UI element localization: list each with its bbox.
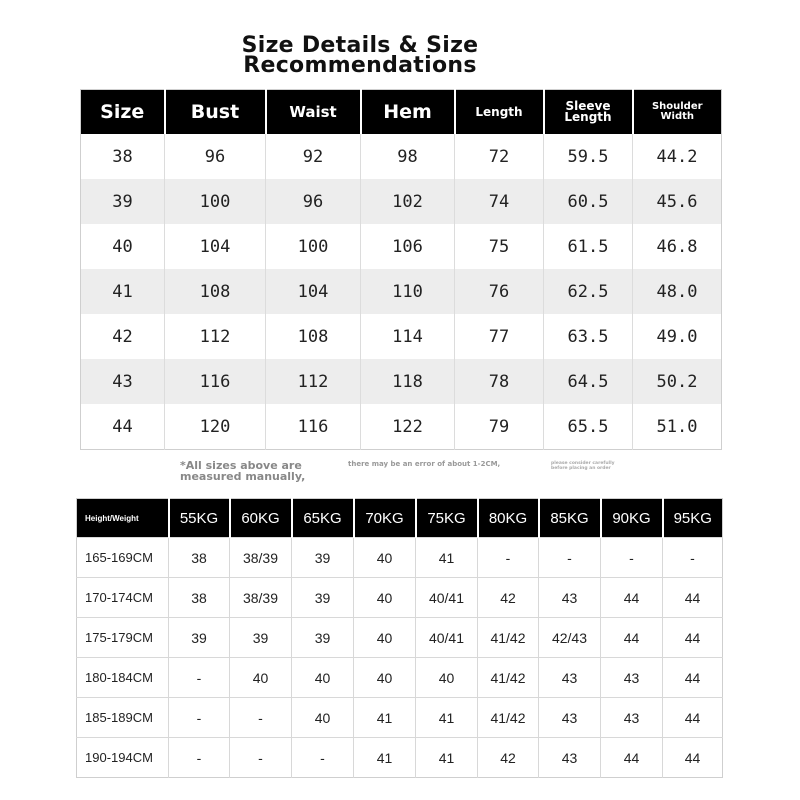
table-cell: - xyxy=(601,538,663,578)
table-cell: 112 xyxy=(266,359,361,404)
table-row xyxy=(77,698,723,738)
table-cell: 59.5 xyxy=(544,134,633,179)
header-hem: Hem xyxy=(361,90,455,135)
table-cell: 44 xyxy=(81,404,165,450)
table-cell: 72 xyxy=(455,134,544,179)
header-waist: Waist xyxy=(266,90,361,135)
table-cell: 42 xyxy=(478,578,539,618)
header-weight: 80KG xyxy=(478,499,539,538)
table-cell: 41 xyxy=(354,698,416,738)
table-cell: 108 xyxy=(266,314,361,359)
table-cell: 43 xyxy=(539,658,601,698)
table-row xyxy=(77,538,723,578)
table-cell: 118 xyxy=(361,359,455,404)
table-cell: 62.5 xyxy=(544,269,633,314)
table-cell: 42/43 xyxy=(539,618,601,658)
table-cell: 43 xyxy=(601,698,663,738)
table-cell: 39 xyxy=(292,578,354,618)
height-label: 170-174CM xyxy=(77,578,169,618)
table-cell: 40 xyxy=(354,538,416,578)
table-row xyxy=(81,314,722,359)
header-weight: 55KG xyxy=(169,499,230,538)
size-table-header-row xyxy=(81,90,722,135)
height-weight-table xyxy=(76,498,723,778)
table-cell: 43 xyxy=(539,698,601,738)
header-weight: 95KG xyxy=(663,499,723,538)
title-line-2: Recommendations xyxy=(243,53,477,78)
table-cell: 77 xyxy=(455,314,544,359)
height-label: 190-194CM xyxy=(77,738,169,778)
table-cell: 42 xyxy=(478,738,539,778)
header-weight: 85KG xyxy=(539,499,601,538)
table-cell: 50.2 xyxy=(633,359,722,404)
table-cell: 38/39 xyxy=(230,538,292,578)
height-label: 180-184CM xyxy=(77,658,169,698)
header-weight: 60KG xyxy=(230,499,292,538)
table-cell: 79 xyxy=(455,404,544,450)
table-cell: 78 xyxy=(455,359,544,404)
table-row xyxy=(77,618,723,658)
table-row xyxy=(81,269,722,314)
table-row xyxy=(81,404,722,450)
table-cell: 76 xyxy=(455,269,544,314)
header-weight: 75KG xyxy=(416,499,478,538)
table-cell: 43 xyxy=(539,578,601,618)
height-label: 165-169CM xyxy=(77,538,169,578)
table-cell: - xyxy=(230,738,292,778)
table-cell: 41 xyxy=(416,538,478,578)
height-label: 175-179CM xyxy=(77,618,169,658)
table-row xyxy=(77,578,723,618)
size-details-table xyxy=(80,89,722,450)
header-weight: 90KG xyxy=(601,499,663,538)
table-cell: 40 xyxy=(416,658,478,698)
table-cell: 44.2 xyxy=(656,146,698,167)
table-cell: 38 xyxy=(169,578,230,618)
table-cell: - xyxy=(169,698,230,738)
table-cell: 43 xyxy=(81,359,165,404)
table-cell: 44 xyxy=(663,578,723,618)
table-cell: 102 xyxy=(361,179,455,224)
table-cell: 39 xyxy=(230,618,292,658)
table-cell: 120 xyxy=(165,404,266,450)
table-cell: 75 xyxy=(455,224,544,269)
table-cell: 61.5 xyxy=(544,224,633,269)
table-cell: - xyxy=(230,698,292,738)
table-cell: 112 xyxy=(165,314,266,359)
table-cell: 100 xyxy=(165,179,266,224)
header-shoulder-width: Shoulder Width xyxy=(633,90,722,135)
table-cell: 44 xyxy=(601,738,663,778)
hw-table-header-row xyxy=(77,499,723,538)
table-cell: 110 xyxy=(361,269,455,314)
table-cell: 44 xyxy=(663,618,723,658)
table-cell: 74 xyxy=(455,179,544,224)
table-cell: 104 xyxy=(266,269,361,314)
table-cell: 44 xyxy=(663,738,723,778)
table-cell: 40 xyxy=(354,658,416,698)
table-cell: 41/42 xyxy=(478,618,539,658)
height-label: 185-189CM xyxy=(77,698,169,738)
table-cell: 44 xyxy=(663,698,723,738)
table-cell: 41/42 xyxy=(478,698,539,738)
table-cell: 60.5 xyxy=(544,179,633,224)
table-cell: 39 xyxy=(169,618,230,658)
table-cell: 41 xyxy=(81,269,165,314)
header-weight: 70KG xyxy=(354,499,416,538)
table-cell: 40 xyxy=(230,658,292,698)
table-cell: 40 xyxy=(354,578,416,618)
table-cell: 40/41 xyxy=(416,618,478,658)
table-cell: - xyxy=(169,738,230,778)
table-row xyxy=(81,134,722,179)
table-cell: 38 xyxy=(81,134,165,179)
header-height-weight: Height/Weight xyxy=(77,499,169,538)
table-cell: 51.0 xyxy=(656,416,698,437)
table-cell: 40 xyxy=(81,224,165,269)
table-cell: 44 xyxy=(601,618,663,658)
table-cell: 41 xyxy=(416,698,478,738)
table-cell: 64.5 xyxy=(544,359,633,404)
note-error-margin: there may be an error of about 1-2CM, xyxy=(348,460,501,468)
table-cell: 46.8 xyxy=(656,236,698,257)
table-cell: 100 xyxy=(266,224,361,269)
table-cell: 116 xyxy=(266,404,361,450)
table-cell: 106 xyxy=(361,224,455,269)
header-size: Size xyxy=(81,90,165,135)
table-cell: 41/42 xyxy=(478,658,539,698)
table-cell: 96 xyxy=(266,179,361,224)
table-cell: 44 xyxy=(663,658,723,698)
table-cell: 43 xyxy=(539,738,601,778)
table-cell: - xyxy=(663,538,723,578)
table-cell: 39 xyxy=(81,179,165,224)
table-cell: 92 xyxy=(266,134,361,179)
header-length: Length xyxy=(455,90,544,135)
table-cell: - xyxy=(292,738,354,778)
table-cell: 45.6 xyxy=(633,179,722,224)
header-bust: Bust xyxy=(165,90,266,135)
table-cell: 49.0 xyxy=(656,326,698,347)
table-row xyxy=(81,179,722,224)
table-cell: 40 xyxy=(292,658,354,698)
table-row xyxy=(77,658,723,698)
table-cell: - xyxy=(478,538,539,578)
table-row xyxy=(81,359,722,404)
table-cell: 108 xyxy=(165,269,266,314)
note-consider-carefully: please consider carefully before placing an order xyxy=(551,461,615,471)
table-row xyxy=(77,738,723,778)
table-cell: - xyxy=(169,658,230,698)
table-cell: 104 xyxy=(165,224,266,269)
table-cell: 40 xyxy=(292,698,354,738)
table-cell: - xyxy=(539,538,601,578)
table-cell: 63.5 xyxy=(544,314,633,359)
title-line-1: Size Details & Size xyxy=(241,33,479,58)
table-cell: 65.5 xyxy=(544,404,633,450)
table-cell: 96 xyxy=(165,134,266,179)
table-cell: 39 xyxy=(292,538,354,578)
table-cell: 40 xyxy=(354,618,416,658)
table-cell: 40/41 xyxy=(416,578,478,618)
note-measured-manually: *All sizes above are measured manually, xyxy=(180,459,306,483)
table-cell: 48.0 xyxy=(633,269,722,314)
table-cell: 114 xyxy=(361,314,455,359)
table-cell: 41 xyxy=(416,738,478,778)
page-title xyxy=(0,33,720,78)
header-weight: 65KG xyxy=(292,499,354,538)
table-cell: 42 xyxy=(81,314,165,359)
table-cell: 116 xyxy=(165,359,266,404)
table-cell: 44 xyxy=(601,578,663,618)
table-cell: 122 xyxy=(361,404,455,450)
table-row xyxy=(81,224,722,269)
header-sleeve-length: Sleeve Length xyxy=(544,90,633,135)
table-cell: 38/39 xyxy=(230,578,292,618)
table-cell: 41 xyxy=(354,738,416,778)
table-cell: 98 xyxy=(361,134,455,179)
table-cell: 38 xyxy=(169,538,230,578)
table-cell: 43 xyxy=(601,658,663,698)
table-cell: 39 xyxy=(292,618,354,658)
